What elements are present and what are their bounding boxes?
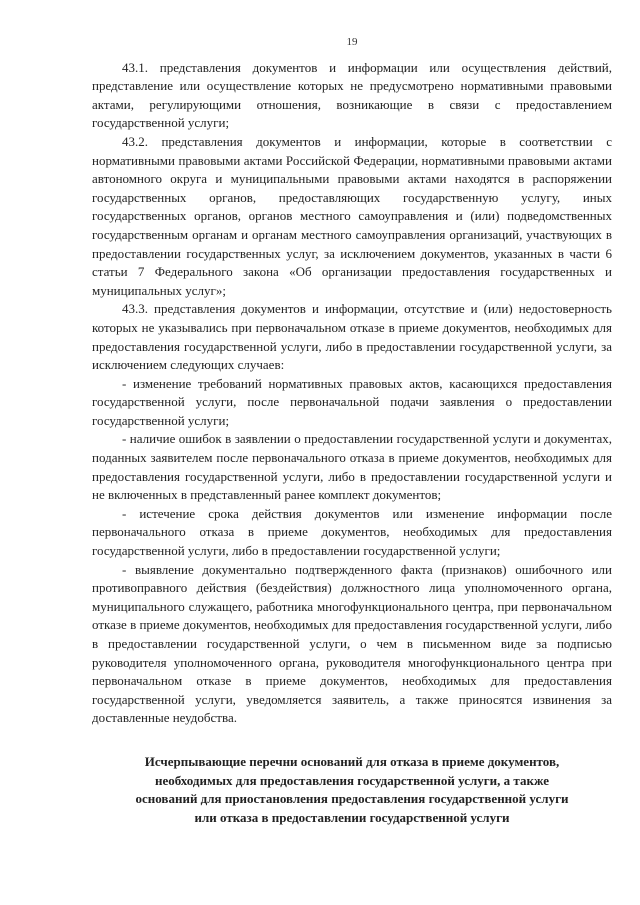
paragraph-43-3: 43.3. представления документов и информации, отсутствие и (или) недостоверность которых не указывались при первоначальном отказе в приеме документов, необходимых для предоставления государственной услуги, либо в предоставлении государственной услуги, за исключением следующих случаев: (92, 301, 612, 373)
list-item-application-errors: - наличие ошибок в заявлении о предоставлении государственной услуги и документах, поданных заявителем после первоначального отказа в приеме документов, необходимых для предоставления государственной услуги, либо в предоставлении государственной услуги и не включенных в представленный ранее комплект документов; (92, 431, 612, 503)
page-number: 19 (346, 36, 358, 48)
list-item-requirements-change: - изменение требований нормативных правовых актов, касающихся предоставления государственной услуги, после первоначальной подачи заявления о предоставлении государственной услуги; (92, 375, 612, 428)
document-body (92, 59, 612, 728)
heading-line: оснований для приостановления предоставления государственной услуги (135, 791, 569, 807)
list-item-erroneous-action: - выявление документально подтвержденного факта (признаков) ошибочного или противоправного действия (бездействия) должностного лица уполномоченного органа, муниципального служащего, работника многофункционального центра, при первоначальном отказе в приеме документов, необходимых для предоставления государственной услуги, либо в предоставлении государственной услуги, о чем в письменном виде за подписью руководителя уполномоченного органа, руководителя многофункционального центра при первоначальном отказе в приеме документов, необходимых для предоставления государственной услуги, уведомляется заявитель, а также приносятся извинения за доставленные неудобства. (92, 561, 612, 726)
heading-line: Исчерпывающие перечни оснований для отказа в приеме документов, (144, 753, 560, 769)
paragraph-43-1: 43.1. представления документов и информации или осуществления действий, представление или осуществление которых не предусмотрено нормативными правовыми актами, регулирующими отношения, возникающие в связи с предоставлением государственной услуги; (92, 59, 612, 131)
list-item-document-expiry: - истечение срока действия документов или изменение информации после первоначального отказа в приеме документов, необходимых для предоставления государственной услуги, либо в предоставлении государственной услуги; (92, 505, 612, 559)
section-heading (92, 753, 612, 827)
heading-line: или отказа в предоставлении государственной услуги (194, 809, 510, 825)
paragraph-43-2: 43.2. представления документов и информации, которые в соответствии с нормативными правовыми актами Российской Федерации, нормативными правовыми актами автономного округа и муниципальными правовыми актами находятся в распоряжении государственных органов, предоставляющих государственную услугу, иных государственных органов, органов местного самоуправления и (или) подведомственных государственным органам и органам местного самоуправления организаций, участвующих в предоставлении государственных услуг, за исключением документов, указанных в части 6 статьи 7 Федерального закона «Об организации предоставления государственных и муниципальных услуг»; (92, 133, 612, 298)
heading-line: необходимых для предоставления государственной услуги, а также (155, 772, 549, 788)
